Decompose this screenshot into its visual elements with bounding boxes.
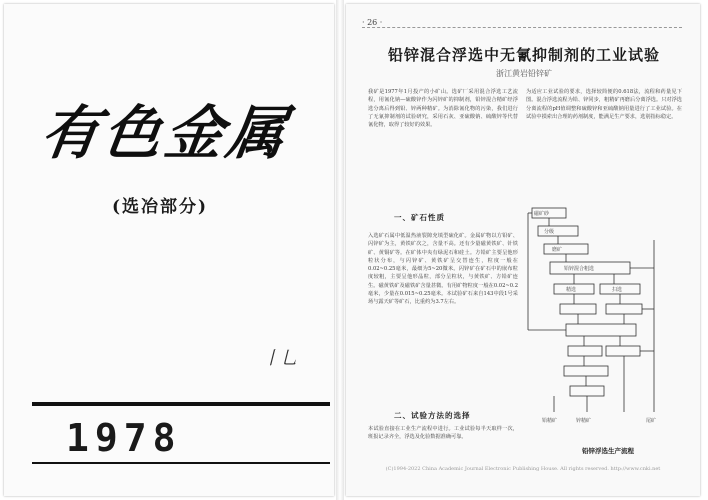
cover-page (4, 4, 334, 496)
article-organization: 浙江黄岩铅锌矿 (496, 69, 552, 78)
section-1-text: 入选矿石属中低温热液裂隙充填型硫化矿。金属矿物以方铅矿、闪锌矿为主，黄铁矿次之，含量不高。还有少量磁黄铁矿、针铁矿、黄铜矿等。在矿体中央有绿泥石和硅土。方铅矿主要呈他形粒状分布，与闪锌矿、黄铁矿呈交替连生，粒度一般在0.02~0.25毫米，最细为5~20微米。闪锌矿在矿石中的嵌布粒度较粗，主要呈他形晶粒，部分呈粒状，与黄铁矿、方铅矿连生。磁黄铁矿及磁铁矿含量甚微。有用矿物粒度一般在0.02~0.2毫米，少量在0.015~0.25毫米。本试验矿石来自143中段1号采场与露天矿等矿石，比重约为3.7左右。 (368, 233, 518, 306)
section-2-title: 二、试验方法的选择 (394, 411, 471, 420)
flow-label-cleaner: 精选 (566, 287, 577, 293)
section-2-text: 本试验直接在工业生产流程中进行。工业试验每半天取样一次，班报记录齐全，浮选及化验数据准确可靠。 (368, 426, 518, 441)
cover-rule-thick (32, 402, 330, 406)
handwritten-mark: 丨乚 (262, 348, 298, 369)
page-gutter (336, 0, 344, 500)
header-divider (362, 27, 682, 28)
magazine-title: 有色金属 (36, 99, 295, 167)
page-number: · 26 · (362, 18, 383, 27)
flow-label-classify: 分级 (544, 229, 555, 235)
article-page (346, 4, 700, 496)
flow-box-grind (544, 244, 588, 254)
article-title: 铅锌混合浮选中无氰抑制剂的工业试验 (387, 46, 660, 64)
flow-label-grind: 磨矿 (552, 247, 563, 253)
flow-label-scavenger: 扫选 (612, 287, 623, 293)
flowchart-diagram (524, 200, 682, 440)
flow-label-ore: 磁矿砂 (534, 211, 550, 217)
section-1-title: 一、矿石性质 (394, 213, 445, 222)
copyright-notice: (C)1994-2022 China Academic Journal Electronic Publishing House. All rights reserved. http://www.cnki.net (385, 466, 661, 472)
flow-label-tailings: 尾矿 (646, 418, 657, 424)
flowchart-caption: 铅锌浮选生产流程 (582, 447, 634, 455)
cover-rule-thin (32, 462, 330, 464)
flow-label-zinc-concentrate: 锌精矿 (576, 418, 592, 424)
flow-label-rougher: 铅锌混合粗选 (564, 266, 595, 272)
intro-paragraph: 我矿是1977年1月投产的小矿山。选矿厂采用混合浮选工艺流程，用氰化钠—硫酸锌作为闪锌矿的抑制剂，铅锌混合精矿经浮选分离后得到铅、锌两种精矿。为消除氰化物的污染，我们进行了无氰抑制剂的试验研究，采用石灰、亚硫酸钠、硫酸锌等代替氰化物，取得了较好的效果。 (368, 89, 518, 129)
magazine-subtitle: (选冶部分) (112, 197, 209, 217)
cover-year: 1978 (66, 416, 182, 460)
intro-paragraph-right: 为适应工业试验的要求，选择较简便的0.618法，流程和药量见下图。混合浮选流程为铅、锌同步，粗精矿再磨后分离浮选。只对浮选分离流程的pH值调整和硫酸锌和亚硫酸钠用量进行了工业试验。在试验中摸索出合理的药剂制度，能满足生产要求，选别指标稳定。 (526, 89, 682, 120)
flow-label-lead-concentrate: 铅精矿 (542, 418, 558, 424)
